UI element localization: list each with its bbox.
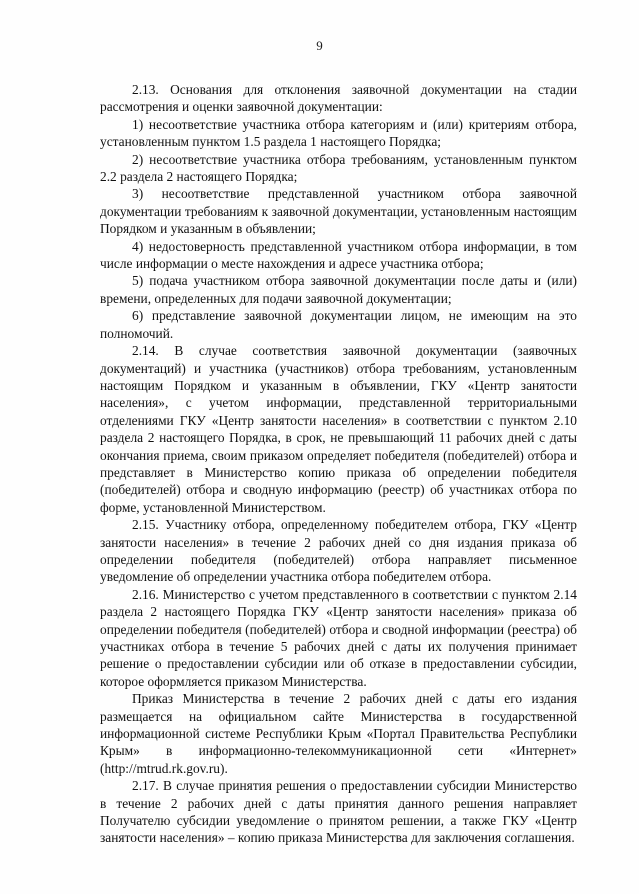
paragraph-ministry-order: Приказ Министерства в течение 2 рабочих дней с даты его издания размещается на официальном сайте Министерства в государственной информационной системе Республики Крым «Портал Правительства Республики Крым» в информационно-телекоммуникационной сети «Интернет» (http://mtrud.rk.gov.ru). [100, 691, 577, 776]
paragraph-2-13: 2.13. Основания для отклонения заявочной документации на стадии рассмотрения и оценки заявочной документации: [100, 82, 577, 115]
page-number: 9 [316, 38, 323, 53]
list-item-3: 3) несоответствие представленной участником отбора заявочной документации требованиям к заявочной документации, установленным настоящим Порядком и указанным в объявлении; [100, 186, 577, 237]
paragraph-2-15: 2.15. Участнику отбора, определенному победителем отбора, ГКУ «Центр занятости населения» в течение 2 рабочих дней со дня издания приказа об определении победителя (победителей) отбора направляет письменное уведомление об определении участника отбора победителем отбора. [100, 517, 577, 585]
list-item-6: 6) представление заявочной документации лицом, не имеющим на это полномочий. [100, 308, 577, 341]
paragraph-2-14: 2.14. В случае соответствия заявочной документации (заявочных документаций) и участника (участников) отбора требованиям, установленным настоящим Порядком и указанным в объявлении, ГКУ «Центр занятости населения», с учетом информации, представленной территориальными отделениями ГКУ «Центр занятости населения» в соответствии с пунктом 2.10 раздела 2 настоящего Порядка, в срок, не превышающий 11 рабочих дней с даты окончания приема, своим приказом определяет победителя (победителей) отбора и представляет в Министерство копию приказа об определении победителя (победителей) отбора и сводную информацию (реестр) об участниках отбора по форме, установленной Министерством. [100, 343, 577, 515]
document-body [100, 81, 577, 847]
list-item-4: 4) недостоверность представленной участником отбора информации, в том числе информации о месте нахождения и адресе участника отбора; [100, 238, 577, 272]
paragraph-2-17: 2.17. В случае принятия решения о предоставлении субсидии Министерство в течение 2 рабочих дней с даты принятия данного решения направляет Получателю субсидии уведомление о принятом решении, а также ГКУ «Центр занятости населения» – копию приказа Министерства для заключения соглашения. [100, 778, 577, 846]
paragraph-2-16: 2.16. Министерство с учетом представленного в соответствии с пунктом 2.14 раздела 2 настоящего Порядка ГКУ «Центр занятости населения» приказа об определении победителя (победителей) отбора и сводной информации (реестра) об участниках отбора в течение 5 рабочих дней с даты их получения принимает решение о предоставлении субсидии или об отказе в предоставлении субсидии, которое оформляется приказом Министерства. [100, 586, 577, 689]
list-item-2: 2) несоответствие участника отбора требованиям, установленным пунктом 2.2 раздела 2 настоящего Порядка; [100, 151, 577, 185]
list-item-5: 5) подача участником отбора заявочной документации после даты и (или) времени, определенных для подачи заявочной документации; [100, 273, 577, 306]
list-item-1: 1) несоответствие участника отбора категориям и (или) критериям отбора, установленным пунктом 1.5 раздела 1 настоящего Порядка; [100, 116, 577, 150]
